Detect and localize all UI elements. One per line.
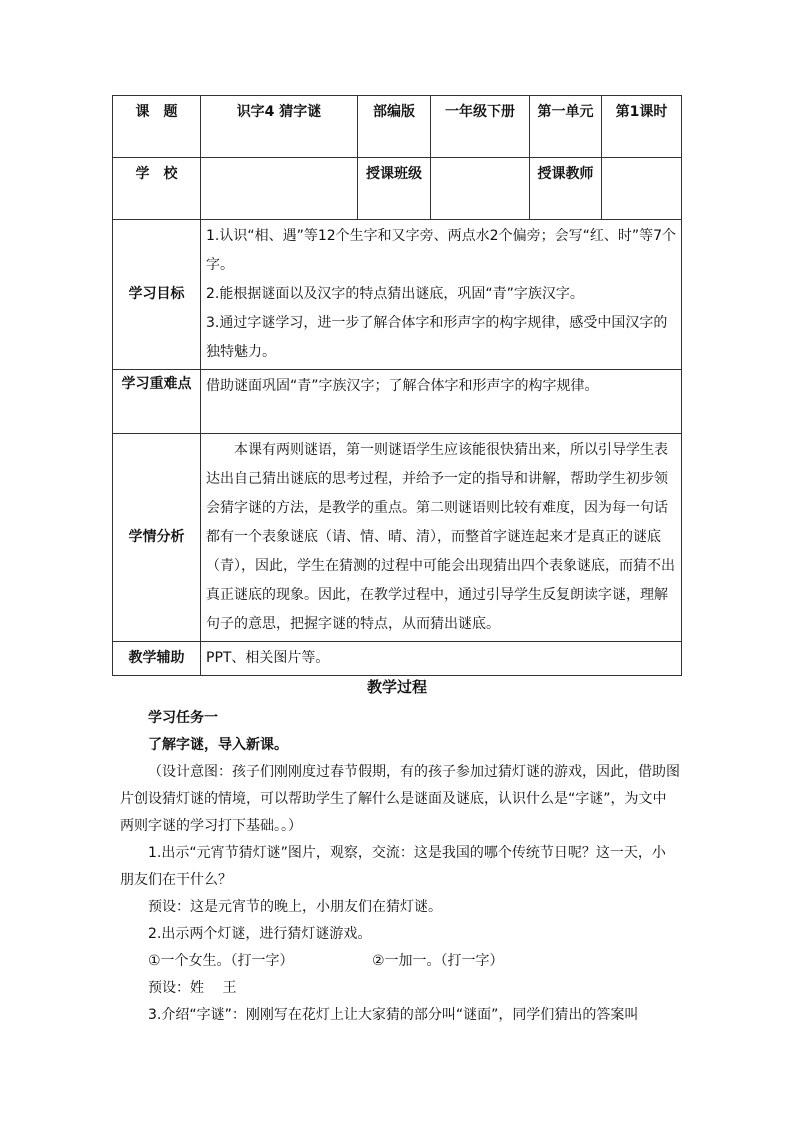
table-row (113, 158, 682, 220)
task1-heading: 学习任务一 (148, 710, 218, 726)
class-value (431, 158, 530, 220)
step1-line: 1.出示“元宵节猜灯谜”图片，观察，交流：这是我国的哪个传统节日呢？这一天，小 (148, 845, 666, 861)
step1-line: 朋友们在干什么？ (120, 872, 232, 888)
design-line: 片创设猜灯谜的情境，可以帮助学生了解什么是谜面及谜底，认识什么是“字谜”，为文中 (120, 791, 667, 807)
unit-value: 第一单元 (530, 96, 602, 158)
teacher-label: 授课教师 (530, 158, 602, 220)
lesson-title: 识字4 猜字谜 (201, 96, 358, 158)
goals-cell (201, 220, 682, 370)
school-value (201, 158, 358, 220)
task1-subtitle: 了解字谜，导入新课。 (148, 737, 288, 753)
preset-answer-1: 预设：这是元宵节的晚上，小朋友们在猜灯谜。 (148, 899, 442, 915)
table-row (113, 370, 682, 434)
edition-value: 部编版 (358, 96, 431, 158)
table-row (113, 96, 682, 158)
key-points-label: 学习重难点 (113, 370, 201, 434)
lesson-info-table (112, 95, 682, 676)
grade-value: 一年级下册 (431, 96, 530, 158)
riddle-2: ②一加一。（打一字） (372, 953, 504, 969)
school-label: 学 校 (113, 158, 201, 220)
class-label: 授课班级 (358, 158, 431, 220)
process-title: 教学过程 (366, 678, 427, 696)
step2-line: 2.出示两个灯谜，进行猜灯谜游戏。 (148, 926, 372, 942)
teacher-value (602, 158, 682, 220)
design-line: （设计意图：孩子们刚刚度过春节假期，有的孩子参加过猜灯谜的游戏，因此，借助图 (148, 764, 680, 780)
process-body (120, 705, 680, 1029)
key-points-text: 借助谜面巩固“青”字族汉字；了解合体字和形声字的构字规律。 (201, 370, 682, 434)
aids-text: PPT、相关图片等。 (201, 642, 682, 676)
goal-item: 2.能根据谜面以及汉字的特点猜出谜底，巩固“青”字族汉字。 (206, 286, 584, 302)
riddle-row (120, 948, 680, 975)
aids-label: 教学辅助 (113, 642, 201, 676)
analysis-label: 学情分析 (113, 434, 201, 642)
course-label: 课 题 (113, 96, 201, 158)
table-row (113, 434, 682, 642)
analysis-text: 本课有两则谜语，第一则谜语学生应该能很快猜出来，所以引导学生表达出自己猜出谜底的思考过程，并给予一定的指导和讲解，帮助学生初步领会猜字谜的方法，是教学的重点。第二则谜语则比较有难度，因为每一句话都有一个表象谜底（请、情、晴、清），而整首字谜连起来才是真正的谜底（青），因此，学生在猜测的过程中可能会出现猜出四个表象谜底，而猜不出真正谜底的现象。因此，在教学过程中，通过引导学生反复朗读字谜，理解句子的意思，把握字谜的特点，从而猜出谜底。 (201, 434, 682, 642)
period-value: 第1课时 (602, 96, 682, 158)
goals-label: 学习目标 (113, 220, 201, 370)
preset-answer-2: 预设：姓 王 (148, 980, 237, 996)
design-line: 两则字谜的学习打下基础。。） (120, 818, 302, 834)
goal-item: 3.通过字谜学习，进一步了解合体字和形声字的构字规律，感受中国汉字的独特魅力。 (206, 315, 668, 360)
riddle-1: ①一个女生。（打一字） (148, 953, 294, 969)
table-row (113, 220, 682, 370)
step3-line: 3.介绍“字谜”：刚刚写在花灯上让大家猜的部分叫“谜面”，同学们猜出的答案叫 (148, 1007, 639, 1023)
goal-item: 1.认识“相、遇”等12个生字和又字旁、两点水2个偏旁；会写“红、时”等7个字。 (206, 228, 676, 273)
table-row (113, 642, 682, 676)
